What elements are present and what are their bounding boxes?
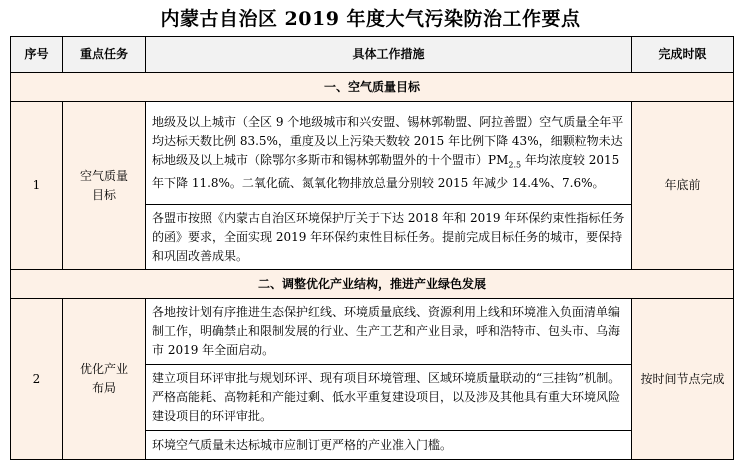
table-row xyxy=(11,102,734,205)
section-heading: 一、空气质量目标 xyxy=(11,73,734,102)
row-seq: 2 xyxy=(11,299,63,460)
row-deadline: 按时间节点完成 xyxy=(632,299,734,460)
measure-text: 环境空气质量未达标城市应制订更严格的产业准入门槛。 xyxy=(146,431,632,460)
measure-text: 各地按计划有序推进生态保护红线、环境质量底线、资源利用上线和环境准入负面清单编制工作，明确禁止和限制发展的行业、生产工艺和产业目录，呼和浩特市、包头市、乌海市 2019 年全面启动。 xyxy=(146,299,632,365)
section-heading-row xyxy=(11,270,734,299)
row-seq: 1 xyxy=(11,102,63,270)
section-heading: 二、调整优化产业结构，推进产业绿色发展 xyxy=(11,270,734,299)
measure-text: 建立项目环评审批与规划环评、现有项目环境管理、区域环境质量联动的“三挂钩”机制。严格高能耗、高物耗和产能过剩、低水平重复建设项目，以及涉及其他具有重大环境风险建设项目的环评审批。 xyxy=(146,365,632,431)
measure-text: 地级及以上城市（全区 9 个地级城市和兴安盟、锡林郭勒盟、阿拉善盟）空气质量全年平均达标天数比例 83.5%，重度及以上污染天数较 2015 年比例下降 43%，细颗粒物未达标地级及以上城市（除鄂尔多斯市和锡林郭勒盟外的十个盟市）$PM_{2.5}$ 年均浓度较 2015 年下降 11.8%。二氧化硫、氮氧化物排放总量分别较 2015 年减少 14.4%、7.6%。 xyxy=(146,102,632,205)
row-task xyxy=(63,299,146,460)
header-deadline: 完成时限 xyxy=(632,37,734,73)
table-row xyxy=(11,299,734,365)
header-seq: 序号 xyxy=(11,37,63,73)
measures-table xyxy=(10,36,734,460)
document-title: 内蒙古自治区 2019 年度大气污染防治工作要点 xyxy=(160,8,581,30)
header-task: 重点任务 xyxy=(63,37,146,73)
task-label-line: 优化产业 xyxy=(79,362,128,376)
header-measures: 具体工作措施 xyxy=(146,37,632,73)
table-header-row xyxy=(11,37,734,73)
row-deadline: 年底前 xyxy=(632,102,734,270)
task-label-line: 目标 xyxy=(91,187,116,202)
measure-text: 各盟市按照《内蒙古自治区环境保护厅关于下达 2018 年和 2019 年环保约束性指标任务的函》要求，全面实现 2019 年环保约束性目标任务。提前完成目标任务的城市，要保持和巩固改善成果。 xyxy=(146,205,632,270)
task-label-line: 空气质量 xyxy=(79,168,128,183)
task-label-line: 布局 xyxy=(91,381,116,395)
row-task xyxy=(63,102,146,270)
section-heading-row xyxy=(11,73,734,102)
